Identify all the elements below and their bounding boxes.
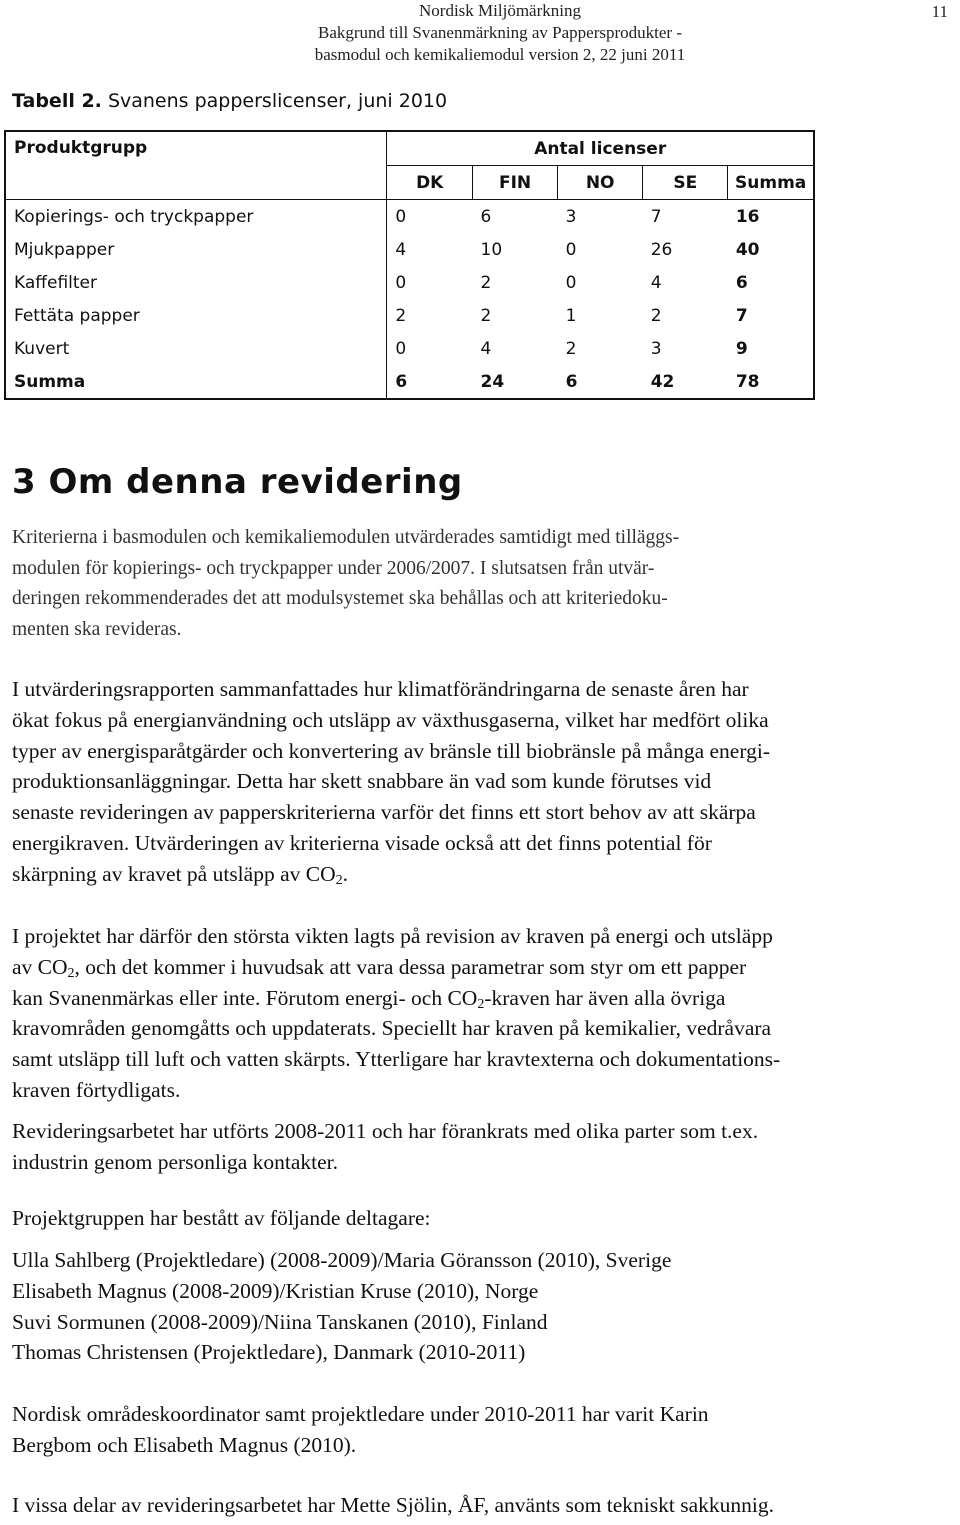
cell-summa: 6	[735, 272, 748, 293]
paragraph-project-group-intro: Projektgruppen har bestått av följande deltagare:	[12, 1206, 431, 1230]
page-number: 11	[931, 2, 948, 21]
cell-se: 4	[650, 272, 662, 293]
cell-dk: 0	[395, 272, 407, 293]
cell-no: 0	[565, 239, 577, 260]
cell-fin: 4	[480, 338, 492, 359]
cell-summa: 7	[735, 305, 748, 326]
subheader-dk: DK	[387, 166, 473, 200]
subscript: 2	[477, 996, 485, 1012]
subheader-no: NO	[558, 166, 643, 200]
text-fragment: skärpning av kravet på utsläpp av CO	[12, 861, 336, 886]
text-fragment: -kraven har även alla övriga	[484, 985, 726, 1010]
text-line: kravområden genomgåtts och uppdaterats. Speciellt har kraven på kemikalier, vedråvara	[12, 1016, 772, 1041]
paragraph-project-focus	[12, 921, 952, 1106]
paragraph-revision-work	[12, 1116, 952, 1178]
text-line: I utvärderingsrapporten sammanfattades hur klimatförändringarna de senaste åren har	[12, 677, 749, 701]
cell-dk: 0	[395, 338, 407, 359]
text-fragment: kan Svanenmärkas eller inte. Förutom energi- och CO	[12, 985, 478, 1010]
section-heading: 3 Om denna revidering	[12, 462, 463, 502]
text-line: samt utsläpp till luft och vatten skärpts. Ytterligare har kravtexterna och dokumentations-	[12, 1047, 781, 1072]
paragraph-evaluation	[12, 674, 952, 890]
row-label: Kopierings- och tryckpapper	[5, 200, 387, 234]
total-fin: 24	[480, 371, 505, 392]
cell-fin: 2	[480, 272, 492, 293]
text-line	[12, 983, 952, 1014]
subheader-fin: FIN	[473, 166, 558, 200]
table-row	[5, 233, 814, 266]
header-product-group: Produktgrupp	[5, 131, 387, 200]
text-line: industrin genom personliga kontakter.	[12, 1149, 339, 1174]
text-line: modulen för kopierings- och tryckpapper under 2006/2007. I slutsatsen från utvär-	[12, 557, 655, 579]
total-label: Summa	[5, 365, 387, 399]
cell-se: 7	[643, 200, 728, 234]
header-line-2: Bakgrund till Svanenmärkning av Pappersprodukter -	[317, 23, 682, 42]
cell-summa: 16	[728, 200, 814, 234]
header-line-3: basmodul och kemikaliemodul version 2, 22 juni 2011	[314, 45, 686, 64]
cell-fin: 10	[480, 239, 503, 260]
text-line: I projektet har därför den största vikten lagts på revision av kraven på energi och utsläpp	[12, 924, 773, 948]
text-line: kraven förtydligats.	[12, 1077, 181, 1102]
text-line: Kriterierna i basmodulen och kemikaliemodulen utvärderades samtidigt med tilläggs-	[12, 527, 680, 548]
table-total-row	[5, 365, 814, 399]
text-line: Revideringsarbetet har utförts 2008-2011 och har förankrats med olika parter som t.ex.	[12, 1119, 759, 1143]
text-line: ökat fokus på energianvändning och utsläpp av växthusgaserna, vilket har medfört olika	[12, 707, 769, 732]
table-row	[5, 266, 814, 299]
total-se: 42	[650, 371, 675, 392]
cell-dk: 2	[395, 305, 407, 326]
text-fragment: .	[342, 861, 348, 886]
row-label: Mjukpapper	[5, 233, 387, 266]
text-line	[12, 952, 952, 983]
text-line: Bergbom och Elisabeth Magnus (2010).	[12, 1432, 357, 1457]
cell-se: 3	[650, 338, 662, 359]
cell-fin: 2	[480, 305, 492, 326]
text-fragment: , och det kommer i huvudsak att vara dessa parametrar som styr om ett papper	[74, 954, 747, 979]
text-fragment: av CO	[12, 954, 68, 979]
table-header-row	[5, 131, 814, 166]
text-line: menten ska revideras.	[12, 618, 182, 640]
text-line: senaste revideringen av papperskriterierna varför det finns ett stort behov av att skärpa	[12, 800, 756, 825]
cell-summa: 9	[735, 338, 748, 359]
table-row	[5, 200, 814, 234]
total-no: 6	[565, 371, 578, 392]
header-line-1: Nordisk Miljömärkning	[419, 1, 581, 20]
running-header	[250, 0, 750, 66]
text-line: Nordisk områdeskoordinator samt projektledare under 2010-2011 har varit Karin	[12, 1402, 709, 1426]
cell-se: 26	[650, 239, 673, 260]
row-label: Kaffefilter	[5, 266, 387, 299]
subscript: 2	[67, 965, 75, 981]
table-row	[5, 299, 814, 332]
header-antal-licenser: Antal licenser	[387, 131, 814, 166]
row-label: Kuvert	[5, 332, 387, 365]
table-caption	[12, 90, 447, 112]
license-table	[4, 130, 815, 400]
table-row	[5, 332, 814, 365]
total-summa: 78	[735, 371, 760, 392]
cell-no: 0	[565, 272, 577, 293]
list-item: Thomas Christensen (Projektledare), Danmark (2010-2011)	[12, 1340, 526, 1365]
total-dk: 6	[395, 371, 408, 392]
text-line: typer av energisparåtgärder och konvertering av bränsle till biobränsle på många energi-	[12, 738, 770, 763]
cell-no: 1	[565, 305, 577, 326]
cell-fin: 6	[473, 200, 558, 234]
cell-summa: 40	[735, 239, 760, 260]
paragraph-coordinator	[12, 1399, 952, 1461]
subscript: 2	[335, 872, 343, 888]
text-line: produktionsanläggningar. Detta har skett snabbare än vad som kunde förutses vid	[12, 769, 712, 794]
subheader-summa: Summa	[728, 166, 814, 200]
table-caption-label: Tabell 2.	[12, 90, 102, 112]
text-line: energikraven. Utvärderingen av kriterierna visade också att det finns potential för	[12, 830, 712, 855]
text-line	[12, 859, 952, 890]
subheader-se: SE	[643, 166, 728, 200]
participant-list	[12, 1245, 952, 1368]
list-item: Elisabeth Magnus (2008-2009)/Kristian Kruse (2010), Norge	[12, 1278, 539, 1303]
text-line: deringen rekommenderades det att modulsystemet ska behållas och att kriteriedoku-	[12, 588, 668, 609]
cell-no: 3	[558, 200, 643, 234]
paragraph-expert: I vissa delar av revideringsarbetet har Mette Sjölin, ÅF, använts som tekniskt sakkunnig.	[12, 1493, 774, 1517]
cell-dk: 0	[387, 200, 473, 234]
cell-dk: 4	[395, 239, 407, 260]
cell-no: 2	[565, 338, 577, 359]
table-caption-text: Svanens papperslicenser, juni 2010	[101, 90, 448, 112]
row-label: Fettäta papper	[5, 299, 387, 332]
list-item: Ulla Sahlberg (Projektledare) (2008-2009)/Maria Göransson (2010), Sverige	[12, 1248, 672, 1272]
paragraph-intro	[12, 523, 952, 645]
cell-se: 2	[650, 305, 662, 326]
list-item: Suvi Sormunen (2008-2009)/Niina Tanskanen (2010), Finland	[12, 1309, 548, 1334]
